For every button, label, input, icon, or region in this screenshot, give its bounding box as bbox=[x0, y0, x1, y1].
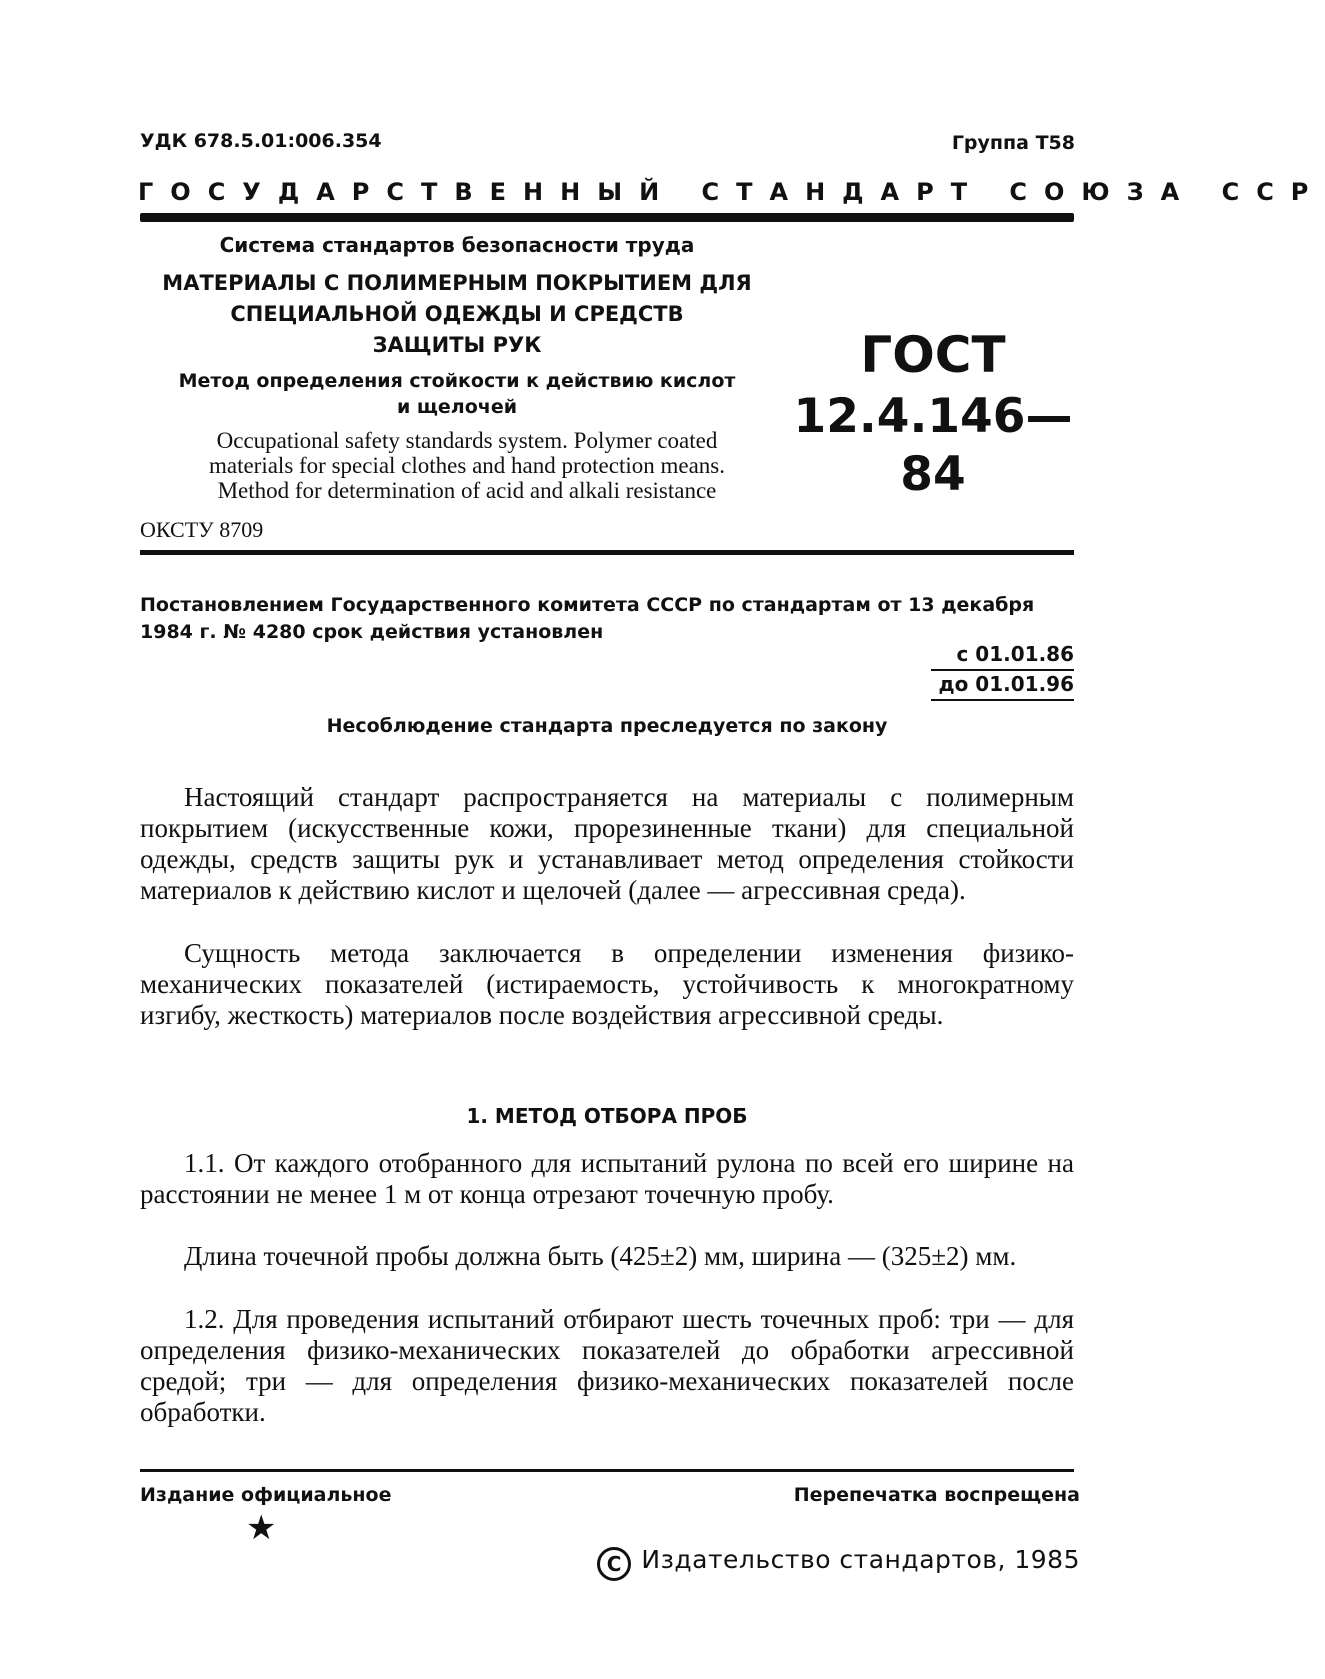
gost-label: ГОСТ bbox=[860, 326, 1006, 384]
official-edition: Издание официальное bbox=[140, 1484, 392, 1506]
udk-code: УДК 678.5.01:006.354 bbox=[140, 130, 382, 152]
top-rule bbox=[140, 213, 1074, 222]
body-paragraph: Длина точечной пробы должна быть (425±2) мм, ширина — (325±2) мм. bbox=[184, 1241, 1017, 1271]
okstu-code: ОКСТУ 8709 bbox=[140, 517, 264, 542]
star-icon: ★ bbox=[246, 1508, 277, 1548]
date-underline bbox=[931, 669, 1074, 671]
title-line: СПЕЦИАЛЬНОЙ ОДЕЖДЫ И СРЕДСТВ bbox=[230, 302, 684, 326]
effective-to-date: до 01.01.96 bbox=[938, 672, 1074, 696]
english-title bbox=[140, 428, 794, 503]
legal-notice: Несоблюдение стандарта преследуется по закону bbox=[326, 715, 888, 737]
effective-from-date: с 01.01.86 bbox=[956, 642, 1074, 666]
method-line: Метод определения стойкости к действию кислот bbox=[178, 370, 736, 392]
date-underline bbox=[931, 699, 1074, 701]
body-paragraph: 1.1. От каждого отобранного для испытаний рулона по всей его ширине на расстоянии не менее 1 м от конца отрезают точечную пробу. bbox=[140, 1148, 1074, 1209]
method-line: и щелочей bbox=[396, 396, 518, 418]
publisher-text: Издательство стандартов, 1985 bbox=[641, 1545, 1080, 1574]
body-paragraph: 1.2. Для проведения испытаний отбирают шесть точечных проб: три — для определения физико-механических показателей до обработки агрессивной средой; три — для определения физико-механических показателей после обработки. bbox=[140, 1304, 1074, 1427]
state-standard-title: ГОСУДАРСТВЕННЫЙ СТАНДАРТ СОЮЗА ССР bbox=[138, 178, 1325, 206]
document-title bbox=[140, 268, 774, 361]
body-paragraph: Сущность метода заключается в определении изменения физико-механических показателей (истираемость, устойчивость к многократному изгибу, жесткость) материалов после воздействия агрессивной среды. bbox=[140, 938, 1074, 1030]
reprint-prohibited: Перепечатка воспрещена bbox=[793, 1484, 1080, 1506]
bottom-rule bbox=[140, 1469, 1074, 1472]
english-line: Method for determination of acid and alkali resistance bbox=[217, 478, 717, 503]
title-line: ЗАЩИТЫ РУК bbox=[372, 333, 542, 357]
middle-rule bbox=[140, 550, 1074, 555]
method-subtitle bbox=[140, 368, 774, 420]
publisher-line bbox=[597, 1545, 1080, 1581]
section-heading: 1. МЕТОД ОТБОРА ПРОБ bbox=[466, 1104, 748, 1128]
system-title: Система стандартов безопасности труда bbox=[219, 233, 695, 257]
body-paragraph: Настоящий стандарт распространяется на материалы с полимерным покрытием (искусственные кожи, прорезиненные ткани) для специальной одежды, средств защиты рук и устанавливает метод определения стойкости материалов к действию кислот и щелочей (далее — агрессивная среда). bbox=[140, 782, 1074, 905]
copyright-icon: C bbox=[597, 1547, 631, 1581]
title-line: МАТЕРИАЛЫ С ПОЛИМЕРНЫМ ПОКРЫТИЕМ ДЛЯ bbox=[162, 271, 752, 295]
english-line: materials for special clothes and hand protection means. bbox=[208, 453, 726, 478]
gost-number: 12.4.146—84 bbox=[793, 389, 1073, 502]
group-code: Группа Т58 bbox=[951, 132, 1075, 154]
decree-text: Постановлением Государственного комитета СССР по стандартам от 13 декабря 1984 г. № 4280 срок действия установлен bbox=[140, 594, 1035, 643]
english-line: Occupational safety standards system. Polymer coated bbox=[216, 428, 718, 453]
